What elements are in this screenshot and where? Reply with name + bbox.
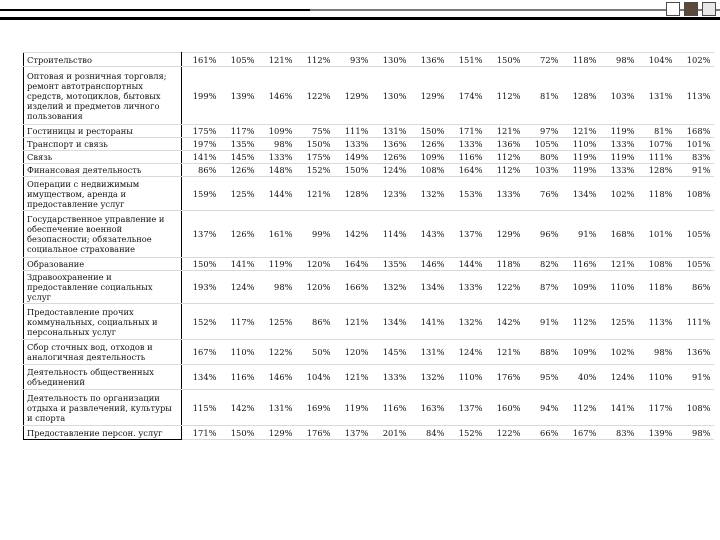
growth-index-table (23, 52, 714, 440)
value-cell: 134% (562, 177, 600, 211)
value-cell: 120% (296, 258, 334, 271)
value-cell: 175% (182, 125, 220, 138)
value-cell: 150% (334, 164, 372, 177)
top-rule-grey (310, 9, 720, 11)
table-row (24, 365, 714, 390)
value-cell: 144% (448, 258, 486, 271)
value-cell: 84% (410, 426, 448, 440)
value-cell: 139% (220, 67, 258, 125)
value-cell: 126% (220, 211, 258, 258)
value-cell: 103% (600, 67, 638, 125)
value-cell: 141% (410, 304, 448, 340)
value-cell: 145% (372, 340, 410, 365)
table-row (24, 53, 714, 67)
value-cell: 166% (334, 271, 372, 304)
value-cell: 153% (448, 177, 486, 211)
value-cell: 105% (524, 138, 562, 151)
value-cell: 197% (182, 138, 220, 151)
value-cell: 132% (372, 271, 410, 304)
value-cell: 125% (258, 304, 296, 340)
value-cell: 111% (676, 304, 714, 340)
value-cell: 97% (524, 125, 562, 138)
value-cell: 108% (638, 258, 676, 271)
value-cell: 141% (182, 151, 220, 164)
value-cell: 146% (410, 258, 448, 271)
corner-square-white (666, 2, 680, 16)
value-cell: 132% (410, 365, 448, 390)
value-cell: 50% (296, 340, 334, 365)
value-cell: 128% (334, 177, 372, 211)
value-cell: 111% (334, 125, 372, 138)
value-cell: 136% (410, 53, 448, 67)
value-cell: 121% (296, 177, 334, 211)
value-cell: 121% (486, 125, 524, 138)
row-label: Сбор сточных вод, отходов и аналогичная деятельность (24, 340, 182, 365)
value-cell: 163% (410, 390, 448, 426)
value-cell: 119% (600, 125, 638, 138)
value-cell: 136% (372, 138, 410, 151)
value-cell: 122% (296, 67, 334, 125)
value-cell: 81% (638, 125, 676, 138)
value-cell: 139% (638, 426, 676, 440)
value-cell: 125% (600, 304, 638, 340)
value-cell: 98% (638, 340, 676, 365)
row-label: Предоставление персон. услуг (24, 426, 182, 440)
value-cell: 86% (296, 304, 334, 340)
value-cell: 152% (182, 304, 220, 340)
value-cell: 135% (220, 138, 258, 151)
value-cell: 133% (258, 151, 296, 164)
value-cell: 117% (638, 390, 676, 426)
table-row (24, 258, 714, 271)
row-label: Образование (24, 258, 182, 271)
value-cell: 142% (486, 304, 524, 340)
value-cell: 83% (676, 151, 714, 164)
value-cell: 109% (562, 340, 600, 365)
value-cell: 115% (182, 390, 220, 426)
value-cell: 116% (372, 390, 410, 426)
value-cell: 137% (182, 211, 220, 258)
value-cell: 134% (182, 365, 220, 390)
row-label: Предоставление прочих коммунальных, социальных и персональных услуг (24, 304, 182, 340)
value-cell: 193% (182, 271, 220, 304)
value-cell: 101% (676, 138, 714, 151)
value-cell: 132% (410, 177, 448, 211)
value-cell: 146% (258, 365, 296, 390)
value-cell: 116% (562, 258, 600, 271)
value-cell: 102% (600, 340, 638, 365)
value-cell: 142% (334, 211, 372, 258)
value-cell: 176% (486, 365, 524, 390)
value-cell: 137% (448, 390, 486, 426)
value-cell: 131% (410, 340, 448, 365)
value-cell: 119% (334, 390, 372, 426)
value-cell: 141% (220, 258, 258, 271)
value-cell: 151% (448, 53, 486, 67)
row-label: Транспорт и связь (24, 138, 182, 151)
value-cell: 91% (524, 304, 562, 340)
value-cell: 117% (220, 304, 258, 340)
value-cell: 129% (258, 426, 296, 440)
value-cell: 103% (524, 164, 562, 177)
value-cell: 150% (486, 53, 524, 67)
value-cell: 122% (486, 426, 524, 440)
value-cell: 131% (258, 390, 296, 426)
row-label: Строительство (24, 53, 182, 67)
value-cell: 93% (334, 53, 372, 67)
value-cell: 141% (600, 390, 638, 426)
value-cell: 126% (410, 138, 448, 151)
value-cell: 150% (410, 125, 448, 138)
row-label: Финансовая деятельность (24, 164, 182, 177)
value-cell: 104% (638, 53, 676, 67)
value-cell: 112% (562, 390, 600, 426)
value-cell: 136% (676, 340, 714, 365)
value-cell: 114% (372, 211, 410, 258)
value-cell: 134% (372, 304, 410, 340)
value-cell: 102% (600, 177, 638, 211)
value-cell: 101% (638, 211, 676, 258)
value-cell: 91% (676, 164, 714, 177)
top-rule-dark (0, 9, 310, 11)
table-row (24, 164, 714, 177)
value-cell: 105% (220, 53, 258, 67)
value-cell: 110% (562, 138, 600, 151)
value-cell: 160% (486, 390, 524, 426)
value-cell: 121% (562, 125, 600, 138)
value-cell: 121% (600, 258, 638, 271)
value-cell: 145% (220, 151, 258, 164)
table-row (24, 304, 714, 340)
value-cell: 134% (410, 271, 448, 304)
value-cell: 118% (486, 258, 524, 271)
value-cell: 150% (220, 426, 258, 440)
value-cell: 133% (600, 138, 638, 151)
value-cell: 142% (220, 390, 258, 426)
value-cell: 98% (258, 271, 296, 304)
value-cell: 119% (258, 258, 296, 271)
value-cell: 128% (638, 164, 676, 177)
value-cell: 150% (182, 258, 220, 271)
table-row (24, 340, 714, 365)
value-cell: 133% (334, 138, 372, 151)
value-cell: 135% (372, 258, 410, 271)
value-cell: 174% (448, 67, 486, 125)
table-row (24, 125, 714, 138)
value-cell: 175% (296, 151, 334, 164)
value-cell: 108% (676, 177, 714, 211)
value-cell: 176% (296, 426, 334, 440)
value-cell: 199% (182, 67, 220, 125)
row-label: Гостиницы и рестораны (24, 125, 182, 138)
value-cell: 161% (182, 53, 220, 67)
value-cell: 168% (676, 125, 714, 138)
value-cell: 164% (448, 164, 486, 177)
value-cell: 123% (372, 177, 410, 211)
value-cell: 94% (524, 390, 562, 426)
value-cell: 152% (296, 164, 334, 177)
value-cell: 121% (334, 365, 372, 390)
table-row (24, 177, 714, 211)
value-cell: 105% (676, 258, 714, 271)
value-cell: 171% (448, 125, 486, 138)
value-cell: 124% (220, 271, 258, 304)
value-cell: 107% (638, 138, 676, 151)
value-cell: 104% (296, 365, 334, 390)
value-cell: 159% (182, 177, 220, 211)
table-row (24, 138, 714, 151)
value-cell: 126% (220, 164, 258, 177)
value-cell: 118% (562, 53, 600, 67)
value-cell: 116% (448, 151, 486, 164)
value-cell: 86% (676, 271, 714, 304)
value-cell: 130% (372, 53, 410, 67)
value-cell: 120% (334, 340, 372, 365)
value-cell: 116% (220, 365, 258, 390)
value-cell: 98% (600, 53, 638, 67)
corner-square-brown (684, 2, 698, 16)
value-cell: 149% (334, 151, 372, 164)
value-cell: 137% (334, 426, 372, 440)
value-cell: 129% (334, 67, 372, 125)
value-cell: 137% (448, 211, 486, 258)
value-cell: 167% (182, 340, 220, 365)
value-cell: 66% (524, 426, 562, 440)
value-cell: 102% (676, 53, 714, 67)
table-row (24, 67, 714, 125)
value-cell: 120% (296, 271, 334, 304)
value-cell: 128% (562, 67, 600, 125)
value-cell: 98% (676, 426, 714, 440)
value-cell: 40% (562, 365, 600, 390)
value-cell: 124% (600, 365, 638, 390)
value-cell: 112% (562, 304, 600, 340)
value-cell: 110% (220, 340, 258, 365)
value-cell: 110% (638, 365, 676, 390)
value-cell: 133% (486, 177, 524, 211)
value-cell: 110% (448, 365, 486, 390)
value-cell: 88% (524, 340, 562, 365)
value-cell: 124% (372, 164, 410, 177)
value-cell: 113% (638, 304, 676, 340)
value-cell: 110% (600, 271, 638, 304)
value-cell: 109% (562, 271, 600, 304)
row-label: Оптовая и розничная торговля; ремонт автотранспортных средств, мотоциклов, бытовых изделий и предметов личного пользования (24, 67, 182, 125)
value-cell: 105% (676, 211, 714, 258)
value-cell: 121% (486, 340, 524, 365)
value-cell: 118% (638, 271, 676, 304)
value-cell: 76% (524, 177, 562, 211)
value-cell: 95% (524, 365, 562, 390)
value-cell: 152% (448, 426, 486, 440)
value-cell: 87% (524, 271, 562, 304)
value-cell: 112% (296, 53, 334, 67)
value-cell: 81% (524, 67, 562, 125)
value-cell: 83% (600, 426, 638, 440)
value-cell: 133% (372, 365, 410, 390)
value-cell: 129% (486, 211, 524, 258)
value-cell: 113% (676, 67, 714, 125)
value-cell: 86% (182, 164, 220, 177)
value-cell: 167% (562, 426, 600, 440)
value-cell: 112% (486, 164, 524, 177)
value-cell: 168% (600, 211, 638, 258)
value-cell: 124% (448, 340, 486, 365)
value-cell: 122% (486, 271, 524, 304)
value-cell: 125% (220, 177, 258, 211)
value-cell: 112% (486, 67, 524, 125)
value-cell: 108% (676, 390, 714, 426)
value-cell: 109% (410, 151, 448, 164)
value-cell: 108% (410, 164, 448, 177)
value-cell: 150% (296, 138, 334, 151)
value-cell: 133% (600, 164, 638, 177)
value-cell: 131% (638, 67, 676, 125)
value-cell: 119% (562, 151, 600, 164)
value-cell: 201% (372, 426, 410, 440)
row-label: Здравоохранение и предоставление социальных услуг (24, 271, 182, 304)
value-cell: 171% (182, 426, 220, 440)
value-cell: 109% (258, 125, 296, 138)
value-cell: 161% (258, 211, 296, 258)
value-cell: 144% (258, 177, 296, 211)
value-cell: 126% (372, 151, 410, 164)
value-cell: 146% (258, 67, 296, 125)
value-cell: 164% (334, 258, 372, 271)
value-cell: 129% (410, 67, 448, 125)
value-cell: 118% (638, 177, 676, 211)
value-cell: 72% (524, 53, 562, 67)
value-cell: 82% (524, 258, 562, 271)
value-cell: 131% (372, 125, 410, 138)
table-row (24, 151, 714, 164)
row-label: Деятельность по организации отдыха и развлечений, культуры и спорта (24, 390, 182, 426)
value-cell: 130% (372, 67, 410, 125)
row-label: Государственное управление и обеспечение военной безопасности; обязательное социальное страхование (24, 211, 182, 258)
value-cell: 133% (448, 271, 486, 304)
value-cell: 80% (524, 151, 562, 164)
value-cell: 169% (296, 390, 334, 426)
value-cell: 111% (638, 151, 676, 164)
table-row (24, 426, 714, 440)
value-cell: 133% (448, 138, 486, 151)
value-cell: 119% (562, 164, 600, 177)
table-row (24, 211, 714, 258)
value-cell: 143% (410, 211, 448, 258)
value-cell: 75% (296, 125, 334, 138)
value-cell: 99% (296, 211, 334, 258)
value-cell: 121% (258, 53, 296, 67)
value-cell: 112% (486, 151, 524, 164)
value-cell: 117% (220, 125, 258, 138)
value-cell: 96% (524, 211, 562, 258)
row-label: Деятельность общественных объединений (24, 365, 182, 390)
value-cell: 91% (562, 211, 600, 258)
row-label: Связь (24, 151, 182, 164)
row-label: Операции с недвижимым имуществом, аренда и предоставление услуг (24, 177, 182, 211)
value-cell: 98% (258, 138, 296, 151)
value-cell: 132% (448, 304, 486, 340)
value-cell: 119% (600, 151, 638, 164)
table-row (24, 390, 714, 426)
table-row (24, 271, 714, 304)
value-cell: 121% (334, 304, 372, 340)
value-cell: 136% (486, 138, 524, 151)
value-cell: 91% (676, 365, 714, 390)
corner-square-light (702, 2, 716, 16)
value-cell: 148% (258, 164, 296, 177)
value-cell: 122% (258, 340, 296, 365)
header-rule (0, 17, 720, 20)
